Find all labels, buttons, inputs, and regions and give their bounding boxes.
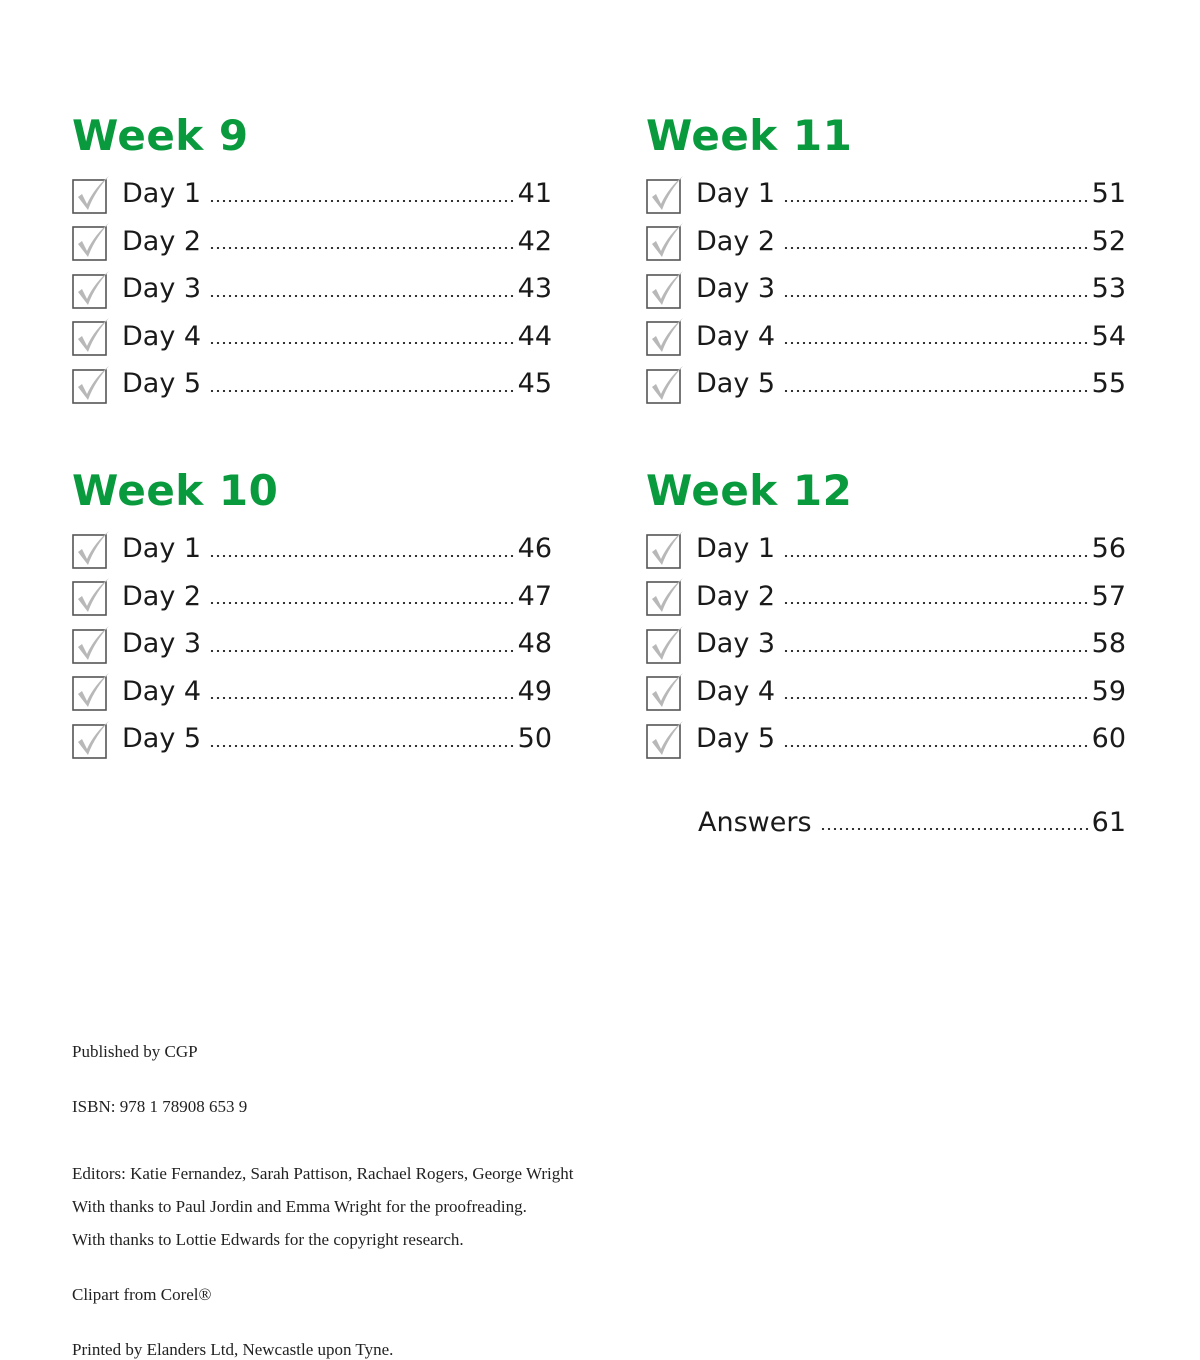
dot-leader: [783, 745, 1090, 747]
day-list: [72, 170, 552, 408]
day-label: Day 4: [122, 675, 202, 707]
day-label: Day 1: [122, 533, 202, 565]
page-number: 41: [517, 178, 552, 210]
day-label: Day 1: [696, 178, 776, 210]
dot-leader: [783, 342, 1090, 344]
dot-leader: [820, 828, 1090, 830]
day-label: Day 2: [696, 225, 776, 257]
checkbox-tick-icon[interactable]: [72, 224, 106, 258]
day-label: Day 2: [122, 225, 202, 257]
week-title: Week 9: [72, 111, 249, 160]
checkbox-tick-icon[interactable]: [72, 319, 106, 353]
page-number: 46: [517, 533, 552, 565]
checkbox-tick-icon[interactable]: [646, 722, 680, 756]
checkbox-tick-icon[interactable]: [646, 367, 680, 401]
page-number: 45: [517, 368, 552, 400]
page-number: 51: [1091, 178, 1126, 210]
toc-row[interactable]: [646, 715, 1126, 763]
day-label: Day 3: [696, 628, 776, 660]
checkbox-tick-icon[interactable]: [646, 272, 680, 306]
dot-leader: [209, 697, 516, 699]
day-label: Day 3: [122, 628, 202, 660]
toc-row[interactable]: [646, 360, 1126, 408]
dot-leader: [783, 602, 1090, 604]
day-label: Day 5: [122, 368, 202, 400]
isbn-line: ISBN: 978 1 78908 653 9: [72, 1097, 248, 1116]
dot-leader: [783, 200, 1090, 202]
week-title: Week 10: [72, 466, 279, 515]
page-number: 43: [517, 273, 552, 305]
page-number: 56: [1091, 533, 1126, 565]
dot-leader: [209, 555, 516, 557]
week-title: Week 11: [646, 111, 853, 160]
dot-leader: [209, 602, 516, 604]
checkbox-tick-icon[interactable]: [72, 674, 106, 708]
page-number: 61: [1091, 806, 1126, 838]
page-number: 55: [1091, 368, 1126, 400]
dot-leader: [209, 745, 516, 747]
checkbox-tick-icon[interactable]: [646, 674, 680, 708]
day-label: Day 4: [696, 320, 776, 352]
toc-row[interactable]: [72, 525, 552, 573]
dot-leader: [783, 697, 1090, 699]
checkbox-tick-icon[interactable]: [646, 579, 680, 613]
page-number: 53: [1091, 273, 1126, 305]
page-number: 44: [517, 320, 552, 352]
toc-row[interactable]: [72, 313, 552, 361]
dot-leader: [209, 650, 516, 652]
page-number: 52: [1091, 225, 1126, 257]
checkbox-tick-icon[interactable]: [72, 177, 106, 211]
page-number: 54: [1091, 320, 1126, 352]
toc-row[interactable]: [646, 573, 1126, 621]
page-number: 60: [1091, 723, 1126, 755]
checkbox-tick-icon[interactable]: [646, 177, 680, 211]
dot-leader: [783, 295, 1090, 297]
day-label: Day 5: [696, 368, 776, 400]
day-label: Day 4: [696, 675, 776, 707]
printer-line: Printed by Elanders Ltd, Newcastle upon Tyne.: [72, 1340, 394, 1359]
dot-leader: [783, 555, 1090, 557]
proofreading-credit: With thanks to Paul Jordin and Emma Wright for the proofreading.: [72, 1197, 527, 1216]
answers-row[interactable]: [698, 798, 1126, 846]
checkbox-tick-icon[interactable]: [646, 319, 680, 353]
toc-row[interactable]: [646, 170, 1126, 218]
checkbox-tick-icon[interactable]: [72, 579, 106, 613]
week-9-section: [72, 110, 552, 408]
day-label: Day 2: [696, 580, 776, 612]
page-number: 47: [517, 580, 552, 612]
toc-row[interactable]: [646, 265, 1126, 313]
page-number: 59: [1091, 675, 1126, 707]
toc-row[interactable]: [72, 715, 552, 763]
day-label: Day 5: [696, 723, 776, 755]
checkbox-tick-icon[interactable]: [72, 722, 106, 756]
dot-leader: [209, 295, 516, 297]
checkbox-tick-icon[interactable]: [72, 627, 106, 661]
publisher-line: Published by CGP: [72, 1042, 198, 1061]
dot-leader: [209, 247, 516, 249]
toc-row[interactable]: [72, 360, 552, 408]
dot-leader: [783, 390, 1090, 392]
day-label: Day 1: [696, 533, 776, 565]
toc-row[interactable]: [72, 170, 552, 218]
dot-leader: [209, 200, 516, 202]
day-label: Day 5: [122, 723, 202, 755]
toc-row[interactable]: [72, 668, 552, 716]
checkbox-tick-icon[interactable]: [646, 224, 680, 258]
dot-leader: [783, 650, 1090, 652]
page-number: 50: [517, 723, 552, 755]
day-label: Day 4: [122, 320, 202, 352]
toc-row[interactable]: [646, 525, 1126, 573]
clipart-credit: Clipart from Corel®: [72, 1285, 212, 1304]
answers-label: Answers: [698, 806, 812, 838]
page-number: 58: [1091, 628, 1126, 660]
toc-row[interactable]: [72, 620, 552, 668]
page-number: 48: [517, 628, 552, 660]
day-list: [72, 525, 552, 763]
toc-row[interactable]: [72, 573, 552, 621]
page-number: 42: [517, 225, 552, 257]
toc-row[interactable]: [646, 668, 1126, 716]
day-list: [646, 525, 1126, 763]
day-list: [646, 170, 1126, 408]
day-label: Day 3: [696, 273, 776, 305]
checkbox-tick-icon[interactable]: [72, 367, 106, 401]
week-title: Week 12: [646, 466, 853, 515]
toc-row[interactable]: [646, 218, 1126, 266]
toc-row[interactable]: [646, 620, 1126, 668]
checkbox-tick-icon[interactable]: [72, 532, 106, 566]
copyright-credit: With thanks to Lottie Edwards for the copyright research.: [72, 1230, 464, 1249]
checkbox-tick-icon[interactable]: [72, 272, 106, 306]
day-label: Day 2: [122, 580, 202, 612]
week-11-section: [646, 110, 1126, 408]
day-label: Day 1: [122, 178, 202, 210]
checkbox-tick-icon[interactable]: [646, 627, 680, 661]
toc-row[interactable]: [646, 313, 1126, 361]
page-number: 49: [517, 675, 552, 707]
checkbox-tick-icon[interactable]: [646, 532, 680, 566]
dot-leader: [209, 390, 516, 392]
toc-row[interactable]: [72, 265, 552, 313]
dot-leader: [209, 342, 516, 344]
dot-leader: [783, 247, 1090, 249]
day-label: Day 3: [122, 273, 202, 305]
week-12-section: [646, 465, 1126, 763]
page-number: 57: [1091, 580, 1126, 612]
toc-row[interactable]: [72, 218, 552, 266]
editors-line: Editors: Katie Fernandez, Sarah Pattison, Rachael Rogers, George Wright: [72, 1164, 574, 1183]
week-10-section: [72, 465, 552, 763]
